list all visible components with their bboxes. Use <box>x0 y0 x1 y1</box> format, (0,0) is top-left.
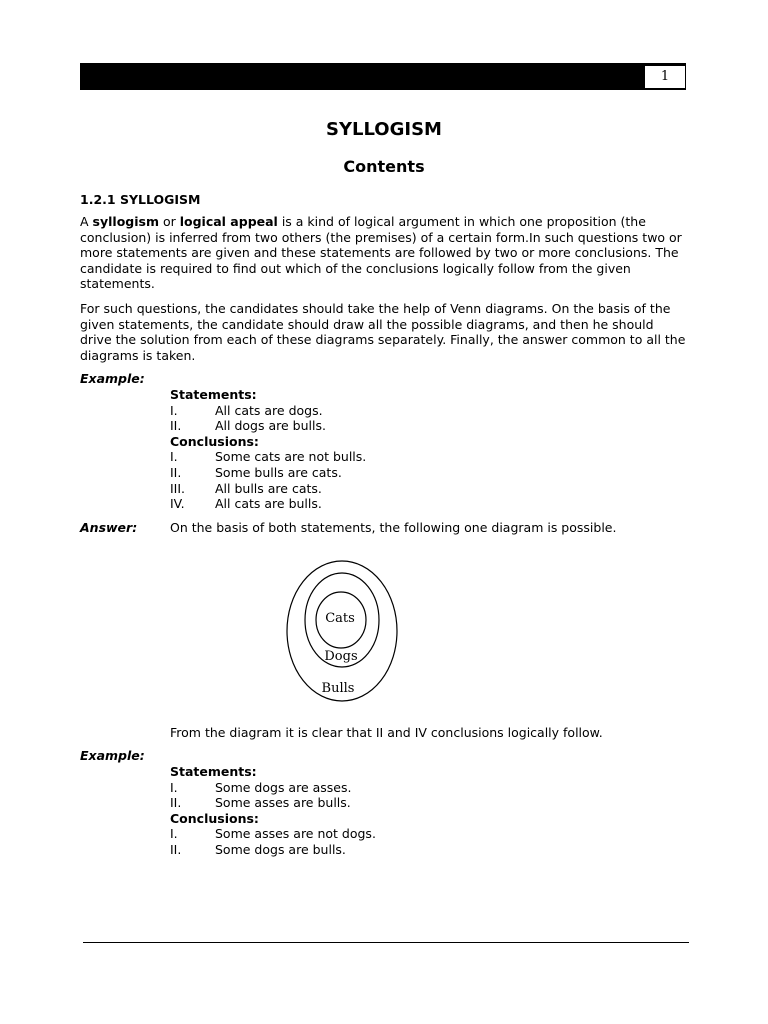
statement-text: All dogs are bulls. <box>215 418 326 434</box>
term-logical-appeal: logical appeal <box>179 214 278 229</box>
statement-text: All cats are dogs. <box>215 402 323 418</box>
example-2-block <box>170 764 376 858</box>
conclusion-text: All bulls are cats. <box>215 480 322 496</box>
page-title: SYLLOGISM <box>326 119 442 140</box>
statement-number: II. <box>170 418 182 434</box>
statement-item <box>170 403 366 419</box>
conclusion-item <box>170 449 366 465</box>
statement-number: II. <box>170 795 182 811</box>
answer-label: Answer: <box>80 520 138 535</box>
conclusion-number: IV. <box>170 496 185 512</box>
statement-number: I. <box>170 402 178 418</box>
intro-text-3: is a kind of logical argument in which one proposition (the conclusion) is inferred from two others (the premises) of a certain form.In such questions two or more statements are given and these statements are followed by two or more conclusions. The candidate is required to find out which of the conclusions logically follow from the given statements. <box>80 214 682 292</box>
conclusion-text: Some bulls are cats. <box>215 464 342 480</box>
conclusions-heading: Conclusions: <box>170 810 259 826</box>
conclusion-text: Some cats are not bulls. <box>215 449 367 465</box>
followup-text: From the diagram it is clear that II and IV conclusions logically follow. <box>170 725 603 740</box>
venn-label-bulls: Bulls <box>321 681 355 696</box>
statements-heading: Statements: <box>170 387 257 402</box>
conclusions-heading: Conclusions: <box>170 433 259 449</box>
statement-text: Some asses are bulls. <box>215 795 351 811</box>
conclusion-item <box>170 826 376 842</box>
venn-outer-ellipse <box>287 561 397 701</box>
conclusion-text: Some dogs are bulls. <box>215 841 346 857</box>
statement-number: I. <box>170 779 178 795</box>
conclusion-item <box>170 465 366 481</box>
example-1-label: Example: <box>80 371 145 386</box>
footer-rule <box>83 942 689 943</box>
example-2-label: Example: <box>80 748 145 763</box>
venn-diagram <box>280 558 404 708</box>
statements-heading: Statements: <box>170 764 257 779</box>
intro-text-2: or <box>158 214 180 229</box>
example-1-block <box>170 387 366 512</box>
venn-method-paragraph: For such questions, the candidates should take the help of Venn diagrams. On the basis of the given statements, the candidate should draw all the possible diagrams, and then he should drive the solution from each of these diagrams separately. Finally, the answer common to all the diagrams is taken. <box>80 301 686 363</box>
intro-text-1: A <box>80 214 93 229</box>
conclusion-number: III. <box>170 480 186 496</box>
term-syllogism: syllogism <box>92 214 159 229</box>
venn-label-cats: Cats <box>325 611 355 626</box>
conclusion-number: I. <box>170 826 178 842</box>
statement-item <box>170 780 376 796</box>
conclusion-text: Some asses are not dogs. <box>215 826 376 842</box>
answer-text: On the basis of both statements, the following one diagram is possible. <box>170 520 617 535</box>
intro-paragraph <box>80 214 686 292</box>
statement-text: Some dogs are asses. <box>215 779 352 795</box>
section-heading: 1.2.1 SYLLOGISM <box>80 192 201 207</box>
conclusion-item <box>170 481 366 497</box>
conclusion-item <box>170 496 366 512</box>
statement-item <box>170 418 366 434</box>
statement-item <box>170 795 376 811</box>
page-subtitle: Contents <box>343 157 425 176</box>
header-bar <box>80 63 686 90</box>
conclusion-number: II. <box>170 464 182 480</box>
conclusion-text: All cats are bulls. <box>215 496 322 512</box>
conclusion-number: II. <box>170 841 182 857</box>
conclusion-number: I. <box>170 449 178 465</box>
venn-label-dogs: Dogs <box>324 649 358 664</box>
conclusion-item <box>170 842 376 858</box>
page-number: 1 <box>644 65 686 89</box>
